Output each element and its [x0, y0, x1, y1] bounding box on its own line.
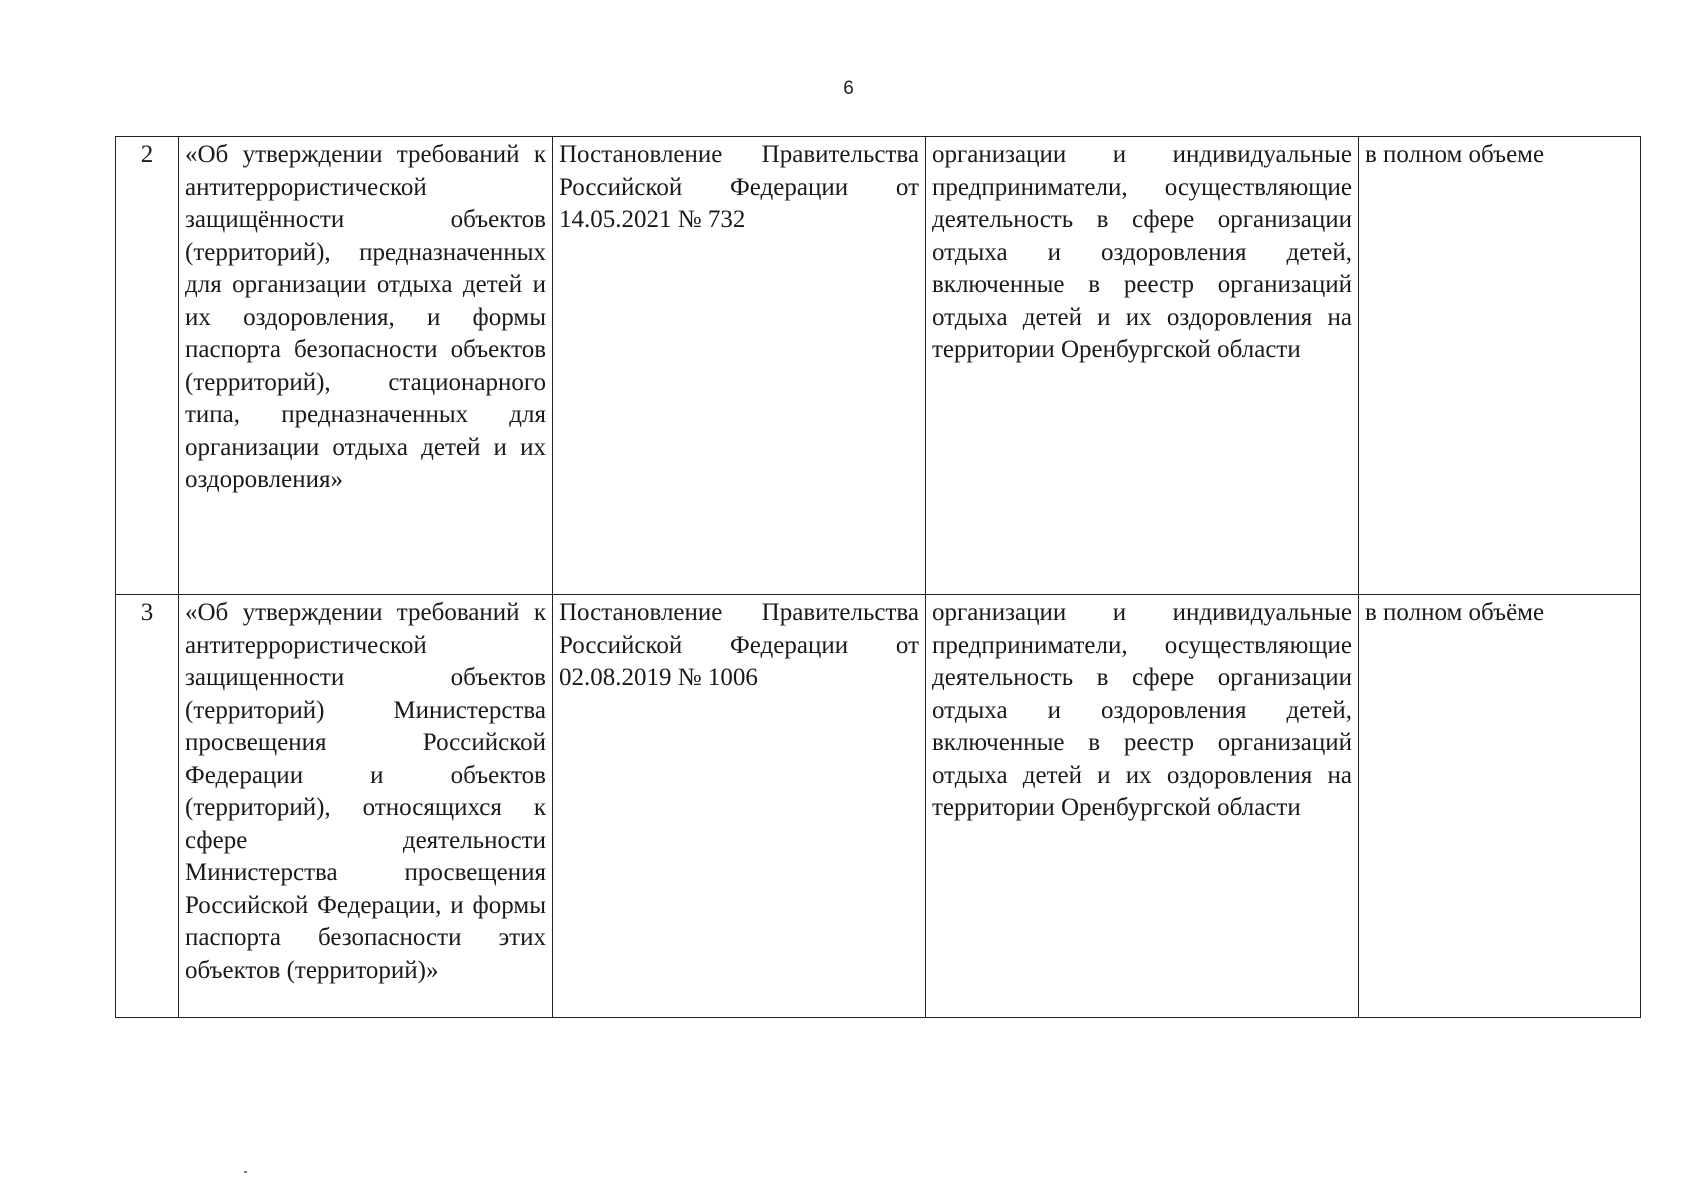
- table-row: [116, 595, 1641, 1018]
- act-title-cell: «Об утверждении требований к антитеррористической защищённости объектов (территорий), предназначенных для организации отдыха детей и их оздоровления, и формы паспорта безопасности объектов (территорий), стационарного типа, предназначенных для организации отдыха детей и их оздоровления»: [179, 137, 553, 595]
- scope-cell: в полном объёме: [1359, 595, 1641, 1018]
- act-reference-cell: Постановление Правительства Российской Федерации от 14.05.2021 № 732: [553, 137, 926, 595]
- page-number: 6: [843, 78, 854, 99]
- subjects-cell: организации и индивидуальные предприниматели, осуществляющие деятельность в сфере организации отдыха и оздоровления детей, включенные в реестр организаций отдыха детей и их оздоровления на территории Оренбургской области: [926, 137, 1359, 595]
- row-number-cell: 3: [116, 595, 179, 1018]
- scope-cell: в полном объеме: [1359, 137, 1641, 595]
- subjects-cell: организации и индивидуальные предприниматели, осуществляющие деятельность в сфере организации отдыха и оздоровления детей, включенные в реестр организаций отдыха детей и их оздоровления на территории Оренбургской области: [926, 595, 1359, 1018]
- table-row: [116, 137, 1641, 595]
- regulation-table: [115, 136, 1641, 1018]
- scan-speck: [244, 1171, 247, 1173]
- row-number-cell: 2: [116, 137, 179, 595]
- act-title-cell: «Об утверждении требований к антитеррористической защищенности объектов (территорий) Министерства просвещения Российской Федерации и объектов (территорий), относящихся к сфере деятельности Министерства просвещения Российской Федерации, и формы паспорта безопасности этих объектов (территорий)»: [179, 595, 553, 1018]
- act-reference-cell: Постановление Правительства Российской Федерации от 02.08.2019 № 1006: [553, 595, 926, 1018]
